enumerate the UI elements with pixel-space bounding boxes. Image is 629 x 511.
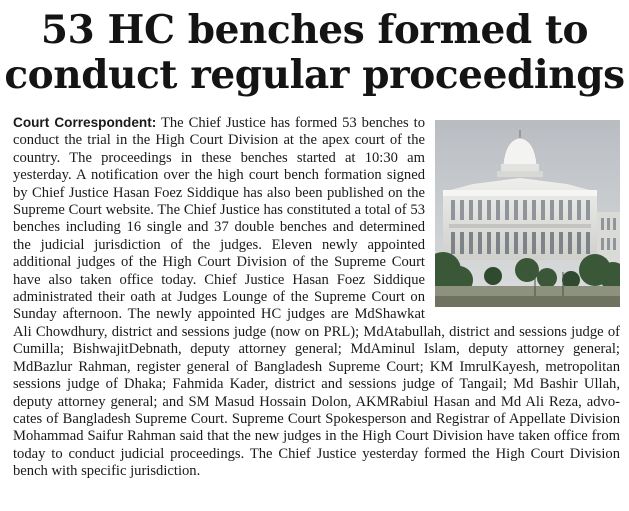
article-text: The Chief Justice has formed 53 benches to conduct the trial in the High Court Division at the apex court of the country. The proceedings in these benches started at 10:30 am yesterday. A notification over the high court bench formation signed by Chief Justice Hasan Foez Siddique has also been published on the Supreme Court website. The Chief Justice has constituted a total of 53 benches including 16 single and 37 double benches and determined the judicial jurisdiction of the judges. Eleven newly appointed additional judges of the High Court Division of the Supreme Court have also taken office today. Chief Justice Hasan Foez Siddique administrated their oath at Judges Lounge of the Supreme Court on Sunday afternoon. The newly appointed HC judges are MdShawkat Ali Chowdhury, district and sessions judge (now on PRL); MdAtabullah, district and sessions judge of Cumilla; BishwajitDebnath, deputy attorney general; MdAminul Islam, deputy attorney general; MdBazlur Rahman, register general of Bangladesh Supreme Court; KM ImrulKayesh, metropolitan sessions judge of Dhaka; Fahmida Kader, district and sessions judge of Tangail; Md Bashir Ullah, deputy attorney general; and SM Masud Hossain Dolon, AKMRabiul Hasan and Md Ali Reza, advocates of Bangladesh Supreme Court. Supreme Court Spokesperson and Registrar of Appellate Division Mohammad Saifur Rahman said that the new judges in the High Court Division have taken office from today to conduct judicial proceedings. The Chief Justice yesterday formed the High Court Division bench with specific jurisdiction. — [13, 115, 620, 480]
article-body — [13, 114, 620, 481]
supreme-court-photo — [435, 120, 620, 307]
headline-line-2: conduct regular proceedings — [4, 52, 625, 98]
headline-line-1: 53 HC benches formed to — [40, 7, 589, 53]
headline — [0, 8, 629, 98]
byline: Court Correspondent: — [13, 115, 157, 130]
supreme-court-building-photo — [435, 120, 620, 307]
